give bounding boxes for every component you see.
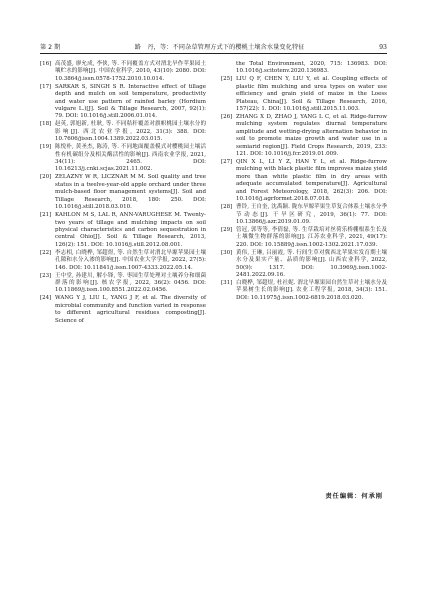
page-number: 93 — [379, 44, 387, 51]
reference-text: LIU Q F, CHEN Y, LIU Y, et al. Coupling effects of plastic film mulching and urea types on water use efficiency and grain yield of maize in the Loess Plateau, China[J]. Soil & Tillage Research, 2016, 157(22): 1. DOI: 10.1016/j.still.2015.11.003. — [236, 76, 387, 113]
reference-text: 黄伟, 王琳, 吕丽霞, 等. 行间生草对冀西北苹果实发育期土壤水分及果实产量、品质的影响[J]. 山西农业科学, 2022, 50(9): 1317. DOI: 10.3969/j.issn.1002-2481.2022.09.16. — [236, 249, 387, 278]
reference-text: QIN X L, LI Y Z, HAN Y L, et al. Ridge-furrow mulching with black plastic film improves maize yield more than white plastic film in dry areas with adequate accumulated temperature[J]. Agricultural and Forest Meteorology, 2018, 262(3): 206. DOI: 10.1016/j.agrformet.2018.07.018. — [236, 159, 387, 203]
reference-text: 曹铃, 王自奎, 沈禹颖. 陇东旱塬苹果生草复合体系土壤水分季节动态[J]. 干旱区研究, 2019, 36(1): 77. DOI: 10.13866/j.azr.2019.01.09. — [236, 204, 387, 225]
reference-number: [21] — [40, 212, 52, 219]
reference-number: [24] — [40, 295, 52, 302]
reference-column-right — [221, 61, 387, 303]
reference-number: [23] — [40, 272, 52, 279]
reference-item — [40, 61, 206, 83]
reference-item — [40, 250, 206, 272]
reference-number: [30] — [221, 249, 233, 256]
reference-item — [221, 204, 387, 226]
header-rule — [40, 53, 387, 54]
reference-item — [40, 144, 206, 174]
reference-text: KAHLON M S, LAL R, ANN-VARUGHESE M. Twenty-two years of tillage and mulching impacts on soil physical characteristics and carbon sequestration in central Ohio[J]. Soil & Tillage Research, 2013, 126(2): 151. DOI: 10.1016/j.still.2012.08.001. — [55, 212, 206, 248]
reference-text: 高茂盛, 廖允成, 李侠, 等. 不同覆盖方式对渭北旱作苹果园土壤贮水的影响[J]. 中国农业科学, 2010, 43(10): 2080. DOI: 10.3864/j.issn.0578-1752.2010.10.014. — [55, 61, 206, 82]
reference-text: 白晓桦, 邹超煜, 杜社妮. 渭北旱塬果园自然生草对土壤水分及苹果树生长的影响[J]. 农业工程学报, 2018, 34(3): 151. DOI: 10.11975/j.issn.1002-6819.2018.03.020. — [236, 279, 387, 301]
reference-text: 王中堂, 孙建川, 解小锋, 等. 枣园生草处理对土壤养分和细菌群落的影响[J]. 核农学报, 2022, 36(2): 0456. DOI: 10.11869/j.issn.100.8551.2022.02.0456. — [55, 272, 206, 294]
reference-item — [221, 61, 387, 76]
reference-text: 李志相, 白晓桦, 邹超煜, 等. 自然生草对渭北旱塬苹果园土壤孔隙和水分入渗的影响[J]. 中国农业大学学报, 2022, 27(5): 146. DOI: 10.11841/j.issn.1007-4333.2022.05.14. — [55, 249, 206, 271]
reference-number: [25] — [221, 76, 233, 83]
reference-item — [221, 159, 387, 203]
reference-number: [31] — [221, 279, 233, 286]
responsible-editor: 责任编辑：何承刚 — [325, 493, 383, 500]
reference-number: [27] — [221, 159, 233, 166]
running-title: 路 丹，等：不同杂草管理方式下的樱桃土壤含水量变化特征 — [134, 44, 305, 51]
reference-number: [22] — [40, 249, 52, 256]
reference-number: [20] — [40, 174, 52, 181]
reference-text: ZHANG X D, ZHAO J, YANG L C, et al. Ridge-furrow mulching system regulates diurnal temperature amplitude and wetting-drying alternation behavior in soil to promote maize growth and water use in a semiarid region[J]. Field Crops Research, 2019, 233: 121. DOI: 10.1016/j.fcr.2019.01.009. — [236, 114, 387, 158]
reference-item — [221, 227, 387, 249]
reference-item — [40, 84, 206, 121]
reference-item — [40, 295, 206, 325]
reference-item — [221, 250, 387, 280]
reference-column-left — [40, 61, 206, 326]
page-header — [40, 40, 387, 52]
reference-number: [26] — [221, 114, 233, 121]
reference-text: 管冠, 郭等等, 李倩磊, 等. 生草栽培对丝荷乐桥棚根系生长及土壤微生物群落的影响[J]. 江苏农业科学, 2021, 49(17): 220. DOI: 10.15889/j.issn.1002-1302.2021.17.039. — [236, 226, 387, 248]
reference-number: [16] — [40, 61, 52, 67]
reference-text: SARKAR S, SINGH S R. Interactive effect of tillage depth and mulch on soil temperature, productivity and water use pattern of rainfed barley (Hordium vulgare L.)[J]. Soil & Tillage Research, 2007, 92(1): 79. DOI: 10.1016/j.still.2006.01.014. — [55, 83, 206, 120]
reference-text: WANG Y J, LIU L, YANG J F, et al. The diversity of microbial community and function varied in response to different agricultural residues composting[J]. Science of — [55, 295, 206, 324]
reference-item — [221, 114, 387, 158]
reference-item — [40, 174, 206, 211]
reference-item — [40, 273, 206, 295]
reference-item — [40, 121, 206, 143]
reference-number: [18] — [40, 121, 52, 128]
reference-item — [221, 280, 387, 302]
reference-item — [40, 212, 206, 249]
reference-text: ZELAZNY W R, LICZNAR M M. Soil quality and tree status in a twelve-year-old apple orchard under three mulch-based floor management systems[J]. Soil and Tillage Research, 2018, 180: 250. DOI: 10.1016/j.still.2018.03.010. — [55, 174, 206, 211]
reference-number: [17] — [40, 83, 52, 90]
issue-number: 第 2 期 — [40, 44, 61, 51]
reference-item — [221, 76, 387, 113]
reference-number: [29] — [221, 226, 233, 233]
reference-number: [28] — [221, 204, 233, 211]
reference-number: [19] — [40, 144, 52, 151]
reference-text: the Total Environment, 2020, 715: 136983. DOI: 10.1016/j.scitotenv.2020.136983. — [236, 61, 387, 75]
reference-text: 赵英, 郭旭新, 杜耿, 等. 不同秸秆覆盖对旗帜桃园土壤水分的影响[J]. 西北农业学报, 2022, 31(3): 388. DOI: 10.7606/jissn.1004.1389.2022.03.015. — [55, 121, 206, 143]
reference-text: 陈悦朴, 黄圣杰, 陈涛, 等. 不同地面覆盖模式对樱桃园土壤活性有机碳组分及相关酶活性的影响[J]. 西南农业学报, 2021, 34(11): 2465. DOI: 10.16213/j.cnki.scjas.2021.11.002. — [55, 144, 206, 173]
